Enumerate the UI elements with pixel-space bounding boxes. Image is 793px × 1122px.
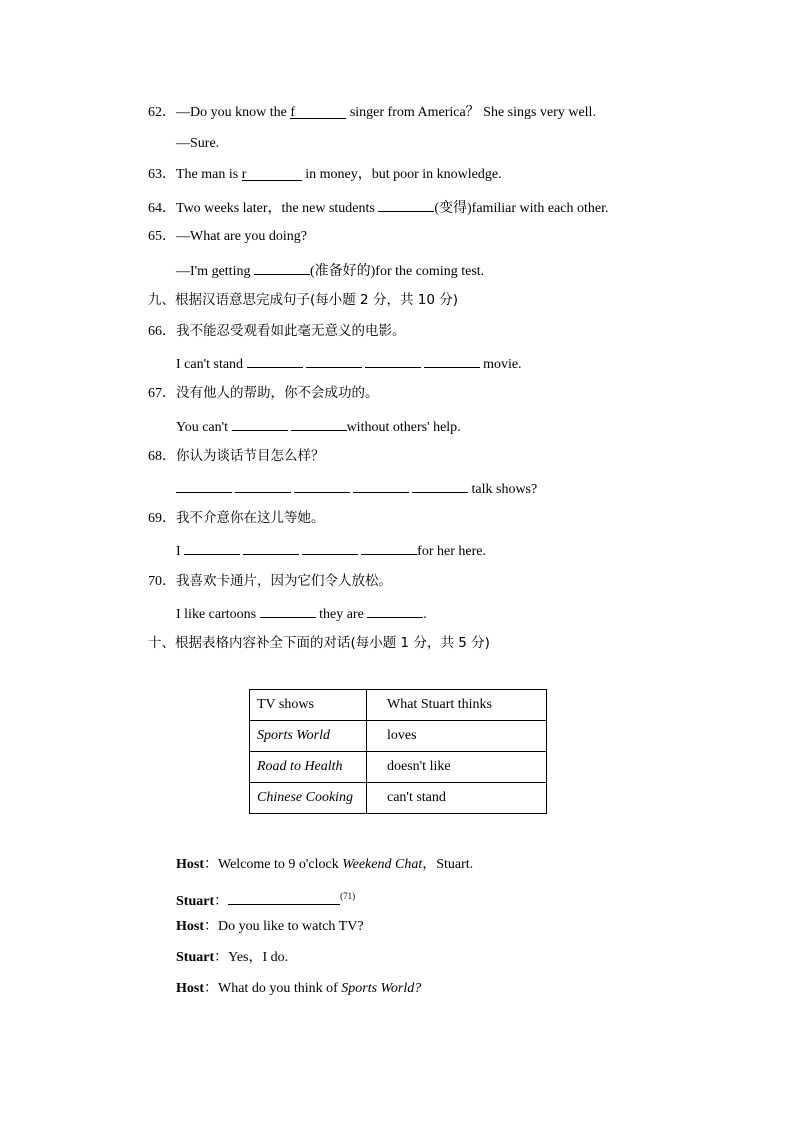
chinese-prompt: 我喜欢卡通片，因为它们令人放松。 — [176, 573, 392, 589]
blank-number: (71) — [340, 891, 356, 901]
section-9-heading: 九、根据汉语意思完成句子(每小题 2 分，共 10 分) — [148, 292, 458, 308]
question-text: (变得)familiar with each other. — [434, 201, 609, 216]
table-cell-opinion: loves — [367, 721, 547, 752]
speaker-host: Host — [176, 919, 204, 934]
table-header-cell: TV shows — [250, 690, 367, 721]
question-69 — [148, 509, 325, 528]
answer-blank[interactable] — [243, 540, 299, 555]
answer-blank[interactable] — [361, 540, 417, 555]
tv-shows-table — [249, 689, 547, 814]
answer-blank[interactable] — [232, 416, 288, 431]
question-67 — [148, 384, 379, 403]
question-number: 70． — [148, 574, 176, 589]
question-number: 69． — [148, 511, 176, 526]
question-number: 64． — [148, 201, 176, 216]
chinese-prompt: 我不介意你在这儿等她。 — [176, 510, 325, 526]
question-text: without others' help. — [346, 420, 461, 435]
colon: ： — [204, 981, 218, 996]
question-text: in money，but poor in knowledge. — [301, 167, 502, 182]
table-header-cell: What Stuart thinks — [367, 690, 547, 721]
answer-blank[interactable] — [176, 478, 232, 493]
question-text: You can't — [176, 420, 232, 435]
speaker-stuart: Stuart — [176, 894, 215, 909]
question-64 — [148, 197, 609, 218]
answer-blank[interactable] — [294, 478, 350, 493]
answer-blank[interactable] — [228, 890, 340, 905]
answer-blank[interactable] — [235, 478, 291, 493]
table-row — [250, 783, 547, 814]
table-cell-show: Chinese Cooking — [250, 783, 367, 814]
show-name: Weekend Chat — [342, 857, 423, 872]
question-text: Two weeks later，the new students — [176, 201, 379, 216]
question-66 — [148, 322, 406, 341]
speaker-host: Host — [176, 857, 204, 872]
answer-blank[interactable] — [290, 104, 346, 119]
table-cell-opinion: can't stand — [367, 783, 547, 814]
question-text: —I'm getting — [176, 264, 254, 279]
dialog-text: Yes，I do. — [228, 950, 289, 965]
table-row — [250, 721, 547, 752]
answer-blank[interactable] — [365, 353, 421, 368]
table-cell-show: Sports World — [250, 721, 367, 752]
table-row — [250, 752, 547, 783]
question-text: —Do you know the — [176, 105, 291, 120]
question-65 — [148, 228, 307, 246]
speaker-stuart: Stuart — [176, 950, 215, 965]
answer-blank[interactable] — [260, 603, 316, 618]
table-cell-show: Road to Health — [250, 752, 367, 783]
first-letter-hint: f — [290, 105, 295, 120]
question-text: I — [176, 544, 185, 559]
question-text: The man is — [176, 167, 242, 182]
dialog-text: Welcome to 9 o'clock — [218, 857, 343, 872]
question-text: —What are you doing? — [176, 229, 308, 244]
dialog-line-1 — [176, 856, 473, 874]
answer-blank[interactable] — [302, 540, 358, 555]
chinese-prompt: 我不能忍受观看如此毫无意义的电影。 — [176, 323, 406, 339]
colon: ： — [214, 894, 229, 909]
answer-blank[interactable] — [291, 416, 347, 431]
question-number: 66． — [148, 324, 176, 339]
answer-blank[interactable] — [424, 353, 480, 368]
dialog-line-3 — [176, 918, 364, 936]
question-68 — [148, 447, 325, 466]
first-letter-hint: r — [241, 167, 247, 182]
dialog-line-5 — [176, 980, 421, 998]
answer-blank[interactable] — [378, 197, 434, 212]
question-text: . — [423, 607, 427, 622]
question-62 — [148, 104, 596, 122]
chinese-prompt: 没有他人的帮助，你不会成功的。 — [176, 385, 379, 401]
question-68-answer — [176, 478, 537, 499]
colon: ： — [214, 950, 229, 965]
table-header-row — [250, 690, 547, 721]
dialog-line-2 — [176, 887, 355, 911]
question-number: 67． — [148, 386, 176, 401]
question-63 — [148, 166, 502, 184]
dialog-text: Do you like to watch TV? — [218, 919, 364, 934]
section-10-heading: 十、根据表格内容补全下面的对话(每小题 1 分，共 5 分) — [148, 635, 490, 651]
answer-blank[interactable] — [247, 353, 303, 368]
answer-blank[interactable] — [306, 353, 362, 368]
colon: ： — [204, 857, 218, 872]
answer-blank[interactable] — [412, 478, 468, 493]
question-text: for her here. — [417, 544, 486, 559]
question-number: 65． — [148, 229, 176, 244]
question-text: talk shows? — [468, 482, 538, 497]
dialog-text: What do you think of — [218, 981, 342, 996]
question-70-answer — [176, 603, 427, 624]
answer-blank[interactable] — [353, 478, 409, 493]
dialog-line-4 — [176, 949, 288, 967]
speaker-host: Host — [176, 981, 204, 996]
answer-blank[interactable] — [254, 260, 310, 275]
question-text: I can't stand — [176, 357, 247, 372]
colon: ： — [204, 919, 218, 934]
question-text: (准备好的)for the coming test. — [309, 264, 485, 279]
question-67-answer — [176, 416, 461, 437]
question-number: 62． — [148, 105, 176, 120]
question-66-answer — [176, 353, 522, 374]
question-number: 68． — [148, 449, 176, 464]
answer-blank[interactable] — [242, 166, 302, 181]
question-text: singer from America？ She sings very well. — [346, 105, 596, 120]
question-62-reply: —Sure. — [176, 136, 220, 151]
question-69-answer — [176, 540, 486, 561]
dialog-text: ，Stuart. — [422, 857, 474, 872]
question-text: I like cartoons — [176, 607, 260, 622]
question-number: 63． — [148, 167, 176, 182]
answer-blank[interactable] — [367, 603, 423, 618]
question-text: movie. — [479, 357, 522, 372]
question-70 — [148, 572, 392, 591]
show-name: Sports World? — [341, 981, 422, 996]
question-65-answer — [176, 260, 484, 281]
answer-blank[interactable] — [184, 540, 240, 555]
table-cell-opinion: doesn't like — [367, 752, 547, 783]
question-text: they are — [315, 607, 368, 622]
chinese-prompt: 你认为谈话节目怎么样？ — [176, 448, 325, 464]
